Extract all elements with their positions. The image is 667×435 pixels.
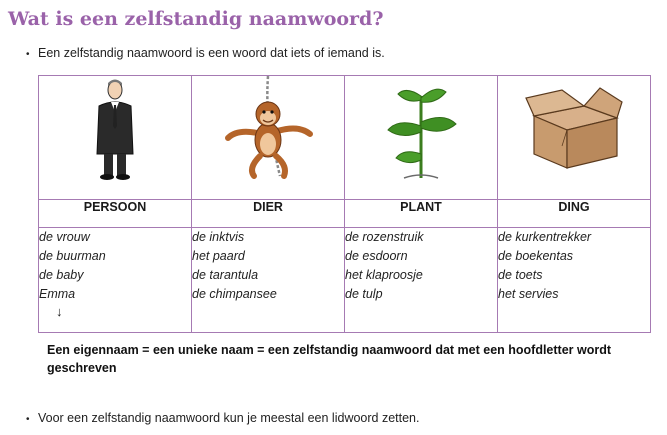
heading-plant: PLANT (345, 200, 498, 228)
heading-dier: DIER (192, 200, 345, 228)
word-item: de chimpansee (192, 287, 277, 301)
word-list-dier (192, 228, 345, 333)
word-item: het paard (192, 249, 245, 263)
word-list-plant (345, 228, 498, 333)
word-list-row (39, 228, 651, 333)
word-item: het servies (498, 287, 559, 301)
cell-illustration-plant (345, 76, 498, 200)
word-item: de tarantula (192, 268, 259, 282)
heading-row (39, 200, 651, 228)
word-list-persoon (39, 228, 192, 333)
word-item: de esdoorn (345, 249, 408, 263)
proper-noun-note: Een eigennaam = een unieke naam = een zelfstandig naamwoord dat met een hoofdletter wordt geschreven (47, 343, 612, 375)
outro-text: Voor een zelfstandig naamwoord kun je meestal een lidwoord zetten. (38, 411, 420, 425)
word-item: de vrouw (39, 230, 90, 244)
man-in-suit-illustration (85, 76, 145, 181)
word-item: de tulp (345, 287, 383, 301)
illustration-row (39, 76, 651, 200)
heading-persoon: PERSOON (39, 200, 192, 228)
cell-illustration-dier (192, 76, 345, 200)
word-item: de inktvis (192, 230, 245, 244)
cardboard-box-illustration (522, 76, 627, 181)
intro-text: Een zelfstandig naamwoord is een woord dat iets of iemand is. (38, 46, 385, 60)
page-title: Wat is een zelfstandig naamwoord? (8, 8, 384, 30)
word-item: de toets (498, 268, 543, 282)
word-item: de baby (39, 268, 84, 282)
arrow-down-icon: ↓ (56, 304, 63, 319)
cell-illustration-ding (498, 76, 651, 200)
word-item: de boekentas (498, 249, 574, 263)
heading-ding: DING (498, 200, 651, 228)
word-item: Emma (39, 287, 76, 301)
outro-bullet (26, 411, 419, 425)
word-item: het klaproosje (345, 268, 423, 282)
intro-bullet (26, 46, 385, 60)
word-item: de buurman (39, 249, 106, 263)
noun-categories-table (38, 75, 651, 333)
word-item: de rozenstruik (345, 230, 424, 244)
bullet-icon: • (26, 49, 30, 60)
sprouting-plant-illustration (376, 76, 466, 181)
bullet-icon: • (26, 414, 30, 425)
cell-illustration-persoon (39, 76, 192, 200)
word-item: de kurkentrekker (498, 230, 592, 244)
monkey-on-rope-illustration (218, 76, 318, 181)
word-list-ding (498, 228, 651, 333)
